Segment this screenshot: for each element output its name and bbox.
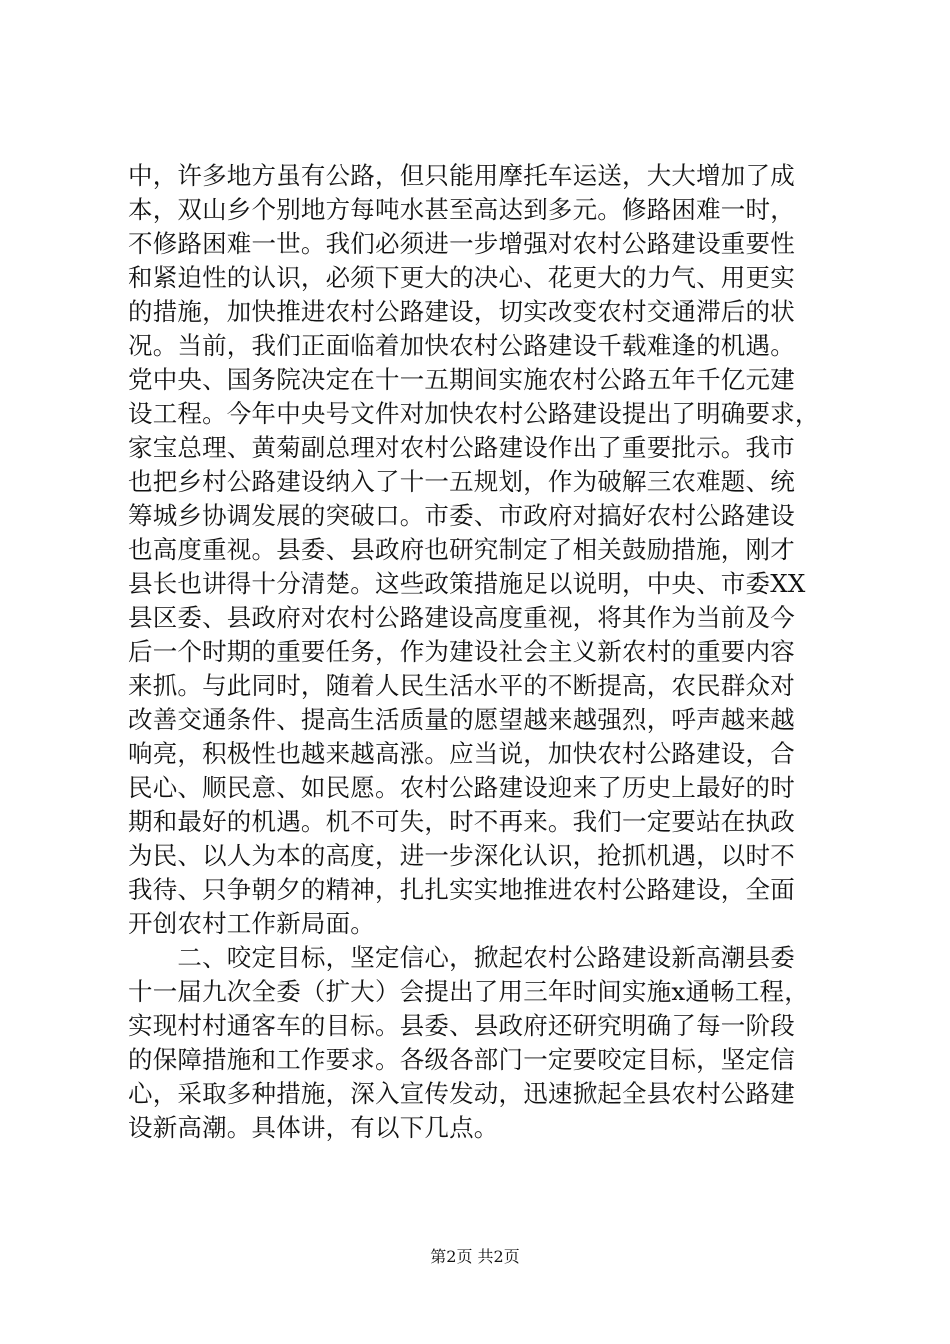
text-line: 的措施，加快推进农村公路建设，切实改变农村交通滞后的状: [128, 297, 795, 326]
text-line: 开创农村工作新局面。: [128, 909, 375, 938]
text-line: 期和最好的机遇。机不可失，时不再来。我们一定要站在执政: [128, 807, 795, 836]
text-line: 设新高潮。具体讲，有以下几点。: [128, 1113, 499, 1142]
text-line: 的保障措施和工作要求。各级各部门一定要咬定目标，坚定信: [128, 1045, 795, 1074]
text-line: 和紧迫性的认识，必须下更大的决心、花更大的力气、用更实: [128, 263, 795, 292]
text-line: 本，双山乡个别地方每吨水甚至高达到多元。修路困难一时，: [128, 195, 795, 224]
text-line: 也高度重视。县委、县政府也研究制定了相关鼓励措施，刚才: [128, 535, 795, 564]
text-line: 况。当前，我们正面临着加快农村公路建设千载难逢的机遇。: [128, 331, 795, 360]
text-line: 心，采取多种措施，深入宣传发动，迅速掀起全县农村公路建: [128, 1079, 795, 1108]
text-line: 筹城乡协调发展的突破口。市委、市政府对搞好农村公路建设: [128, 501, 795, 530]
text-line: 设工程。今年中央号文件对加快农村公路建设提出了明确要求，: [128, 399, 820, 428]
text-line: 中，许多地方虽有公路，但只能用摩托车运送，大大增加了成: [128, 161, 795, 190]
text-line: 二、咬定目标，坚定信心，掀起农村公路建设新高潮县委: [128, 943, 795, 972]
page-number-footer: 第2页 共2页: [430, 1247, 520, 1266]
text-line: 家宝总理、黄菊副总理对农村公路建设作出了重要批示。我市: [128, 433, 795, 462]
text-line: 改善交通条件、提高生活质量的愿望越来越强烈，呼声越来越: [128, 705, 795, 734]
text-line: 为民、以人为本的高度，进一步深化认识，抢抓机遇，以时不: [128, 841, 795, 870]
text-line: 党中央、国务院决定在十一五期间实施农村公路五年千亿元建: [128, 365, 795, 394]
text-line: 十一届九次全委（扩大）会提出了用三年时间实施x通畅工程，: [128, 977, 809, 1006]
text-line: 响亮，积极性也越来越高涨。应当说，加快农村公路建设，合: [128, 739, 795, 768]
text-line: 县长也讲得十分清楚。这些政策措施足以说明，中央、市委XX: [128, 569, 806, 598]
text-line: 县区委、县政府对农村公路建设高度重视，将其作为当前及今: [128, 603, 795, 632]
text-line: 我待、只争朝夕的精神，扎扎实实地推进农村公路建设，全面: [128, 875, 795, 904]
text-line: 实现村村通客车的目标。县委、县政府还研究明确了每一阶段: [128, 1011, 795, 1040]
text-line: 也把乡村公路建设纳入了十一五规划，作为破解三农难题、统: [128, 467, 795, 496]
text-line: 民心、顺民意、如民愿。农村公路建设迎来了历史上最好的时: [128, 773, 795, 802]
text-line: 来抓。与此同时，随着人民生活水平的不断提高，农民群众对: [128, 671, 795, 700]
text-line: 不修路困难一世。我们必须进一步增强对农村公路建设重要性: [128, 229, 795, 258]
text-line: 后一个时期的重要任务，作为建设社会主义新农村的重要内容: [128, 637, 795, 666]
